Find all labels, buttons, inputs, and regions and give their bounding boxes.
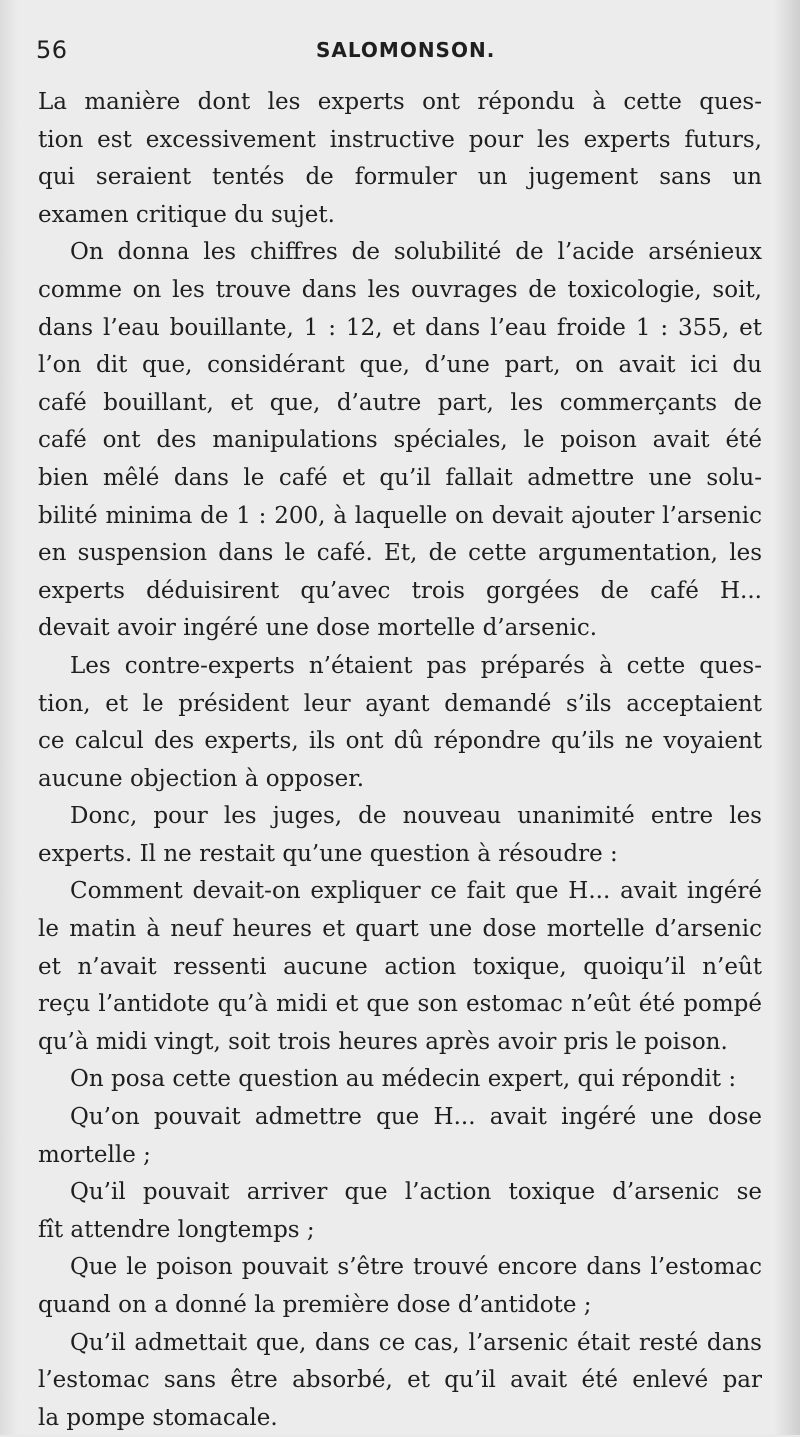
text-line: quand on a donné la première dose d’antidote ;: [38, 1292, 592, 1318]
text-line: le matin à neuf heures et quart une dose mortelle d’arsenic: [38, 916, 762, 943]
text-line: reçu l’antidote qu’à midi et que son estomac n’eût été pompé: [38, 991, 762, 1018]
text-line: café ont des manipulations spéciales, le poison avait été: [38, 427, 762, 454]
body-text: [38, 84, 762, 1437]
page-number: 56: [36, 36, 68, 64]
text-line: fît attendre longtemps ;: [38, 1216, 315, 1243]
text-line: Donc, pour les juges, de nouveau unanimité entre les: [70, 803, 762, 830]
text-line: mortelle ;: [38, 1141, 151, 1168]
text-line: devait avoir ingéré une dose mortelle d’arsenic.: [38, 615, 598, 642]
text-line: café bouillant, et que, d’autre part, les commerçants de: [38, 389, 762, 416]
text-line: en suspension dans le café. Et, de cette argumentation, les: [38, 540, 762, 567]
text-line: qui seraient tentés de formuler un jugement sans un: [38, 164, 762, 191]
page-header: [36, 36, 766, 70]
text-line: tion est excessivement instructive pour les experts futurs,: [38, 126, 762, 153]
text-line: tion, et le président leur ayant demandé s’ils acceptaient: [38, 690, 762, 717]
text-line: Qu’on pouvait admettre que H... avait ingéré une dose: [70, 1104, 762, 1131]
text-line: ce calcul des experts, ils ont dû répondre qu’ils ne voyaient: [38, 728, 762, 755]
text-line: Comment devait-on expliquer ce fait que H... avait ingéré: [70, 878, 762, 905]
running-head: SALOMONSON.: [316, 38, 496, 62]
text-line: bien mêlé dans le café et qu’il fallait admettre une solu-: [38, 464, 762, 491]
text-line: La manière dont les experts ont répondu à cette ques-: [38, 89, 762, 115]
text-line: l’on dit que, considérant que, d’une part, on avait ici du: [38, 352, 762, 379]
text-line: dans l’eau bouillante, 1 : 12, et dans l’eau froide 1 : 355, et: [38, 314, 762, 341]
text-line: experts déduisirent qu’avec trois gorgées de café H...: [38, 577, 762, 604]
text-line: aucune objection à opposer.: [38, 765, 365, 792]
text-line: comme on les trouve dans les ouvrages de toxicologie, soit,: [38, 276, 762, 303]
text-line: Que le poison pouvait s’être trouvé encore dans l’estomac: [70, 1254, 762, 1281]
text-line: examen critique du sujet.: [38, 201, 335, 228]
text-line: l’estomac sans être absorbé, et qu’il avait été enlevé par: [38, 1367, 762, 1394]
text-line: Qu’il admettait que, dans ce cas, l’arsenic était resté dans: [70, 1329, 762, 1356]
text-line: Qu’il pouvait arriver que l’action toxique d’arsenic se: [70, 1179, 762, 1206]
text-line: la pompe stomacale.: [38, 1404, 278, 1431]
text-line: On posa cette question au médecin expert, qui répondit :: [70, 1066, 737, 1093]
text-line: On donna les chiffres de solubilité de l’acide arsénieux: [70, 239, 762, 266]
text-line: bilité minima de 1 : 200, à laquelle on devait ajouter l’arsenic: [38, 502, 762, 529]
text-line: qu’à midi vingt, soit trois heures après avoir pris le poison.: [38, 1028, 728, 1055]
text-line: Les contre-experts n’étaient pas préparés à cette ques-: [70, 652, 762, 679]
text-line: et n’avait ressenti aucune action toxique, quoiqu’il n’eût: [38, 953, 762, 980]
text-line: experts. Il ne restait qu’une question à résoudre :: [38, 840, 618, 867]
